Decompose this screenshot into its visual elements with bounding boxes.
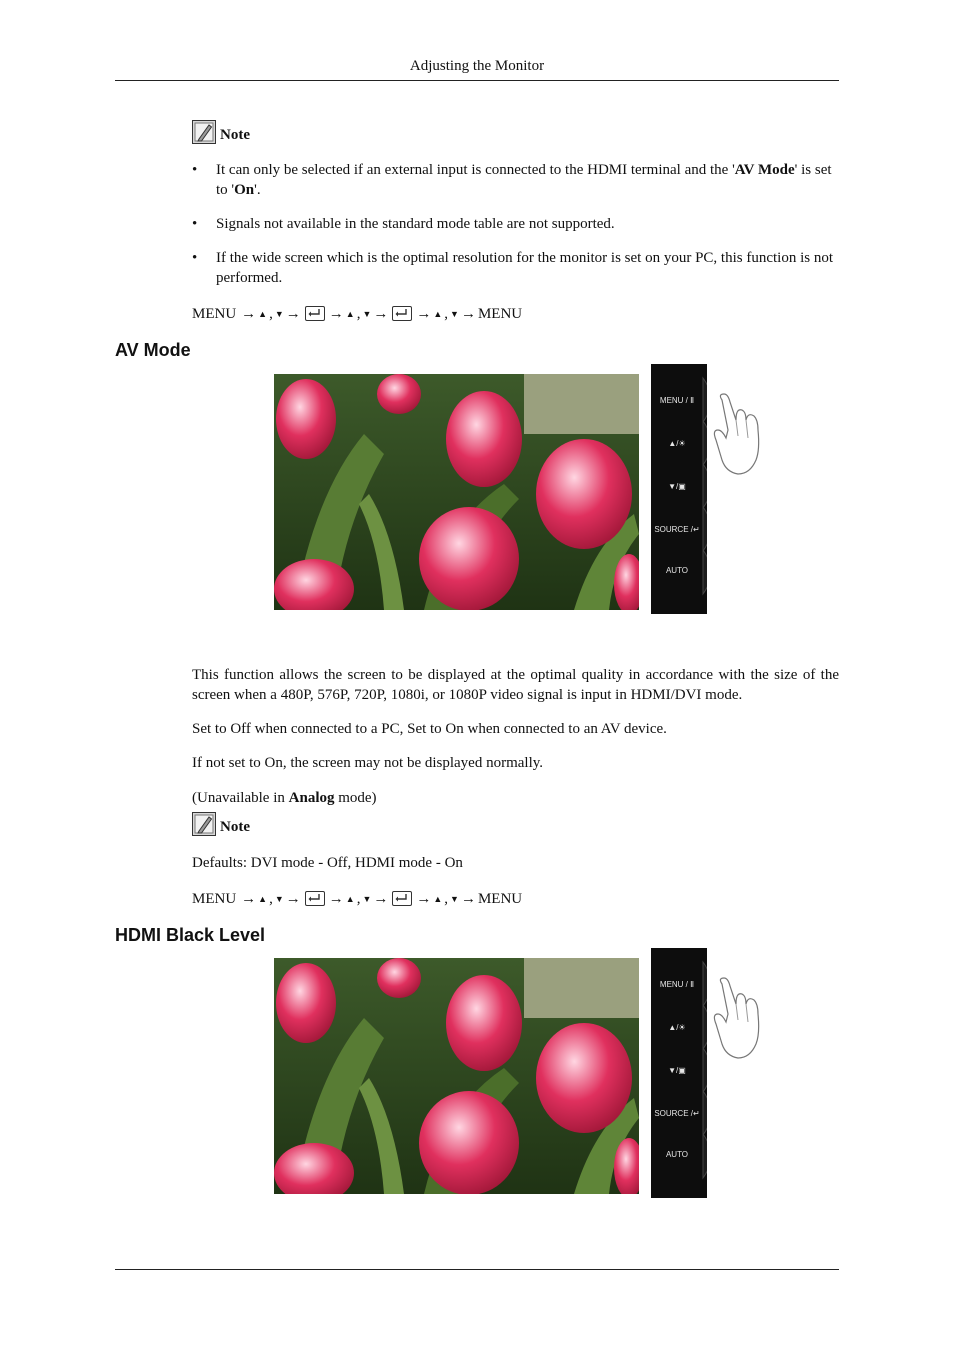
hand-pointer-icon: [706, 974, 766, 1066]
down-arrow-icon: ▼: [274, 309, 284, 319]
up-arrow-icon: ▲: [433, 894, 443, 904]
note-pencil-icon: [192, 120, 216, 144]
tulip-photo: [274, 374, 639, 610]
up-arrow-icon: ▲: [433, 309, 443, 319]
page-header-title: Adjusting the Monitor: [409, 58, 545, 74]
av-mode-unavailable: (Unavailable in Analog mode): [192, 790, 377, 806]
panel-button-down-pip: ▼/▣: [668, 482, 686, 491]
panel-button-menu: MENU / Ⅱ: [659, 980, 695, 989]
note-bullet-list: [192, 160, 839, 288]
av-mode-description: This function allows the screen to be displayed at the optimal quality in accordance with the size of the screen when a 480P, 576P, 720P, 1080i, or 1080P video signal is input in HDMI/DVI mode.: [192, 667, 839, 703]
down-arrow-icon: ▼: [362, 894, 372, 904]
note-heading: [192, 116, 250, 144]
down-arrow-icon: ▼: [362, 309, 372, 319]
list-item: • Signals not available in the standard mode table are not supported.: [192, 214, 839, 234]
up-arrow-icon: ▲: [258, 894, 268, 904]
down-arrow-icon: ▼: [450, 894, 459, 904]
panel-button-source: SOURCE /↵: [654, 525, 700, 534]
list-item: • If the wide screen which is the optimal resolution for the monitor is set on your PC, this function is not performed.: [192, 248, 839, 288]
panel-button-up-brightness: ▲/☀: [668, 1023, 686, 1032]
note-pencil-icon: [192, 812, 216, 836]
menu-sequence: MENU → ▲ , ▼ → → ▲ , ▼ → → ▲ , ▼ → MENU: [192, 305, 523, 322]
enter-key-icon: [305, 306, 325, 321]
footer-rule: [115, 1269, 839, 1270]
up-arrow-icon: ▲: [345, 894, 355, 904]
header-rule: [115, 80, 839, 81]
section-heading-av-mode: AV Mode: [115, 340, 191, 360]
note-label: Note: [220, 819, 250, 835]
enter-key-icon: [392, 306, 412, 321]
av-mode-defaults: Defaults: DVI mode - Off, HDMI mode - On: [192, 855, 463, 871]
panel-button-auto: AUTO: [665, 1150, 689, 1159]
menu-sequence: MENU → ▲ , ▼ → → ▲ , ▼ → → ▲ , ▼ → MENU: [192, 890, 523, 907]
enter-key-icon: [392, 891, 412, 906]
up-arrow-icon: ▲: [258, 309, 268, 319]
down-arrow-icon: ▼: [450, 309, 459, 319]
enter-key-icon: [305, 891, 325, 906]
monitor-button-panel: [651, 364, 707, 614]
down-arrow-icon: ▼: [274, 894, 284, 904]
up-arrow-icon: ▲: [345, 309, 355, 319]
panel-button-up-brightness: ▲/☀: [668, 439, 686, 448]
panel-button-auto: AUTO: [665, 566, 689, 575]
monitor-button-panel: [651, 948, 707, 1198]
av-mode-usage: Set to Off when connected to a PC, Set to On when connected to an AV device.: [192, 721, 667, 737]
panel-button-source: SOURCE /↵: [654, 1109, 700, 1118]
list-item: • It can only be selected if an external input is connected to the HDMI terminal and the 'AV Mode' is set to 'On'.: [192, 160, 839, 200]
panel-button-menu: MENU / Ⅱ: [659, 396, 695, 405]
section-heading-hdmi-black-level: HDMI Black Level: [115, 925, 266, 945]
tulip-photo: [274, 958, 639, 1194]
note-heading: [192, 808, 250, 836]
panel-button-down-pip: ▼/▣: [668, 1066, 686, 1075]
note-label: Note: [220, 127, 250, 143]
av-mode-warning: If not set to On, the screen may not be displayed normally.: [192, 755, 544, 771]
hand-pointer-icon: [706, 390, 766, 482]
